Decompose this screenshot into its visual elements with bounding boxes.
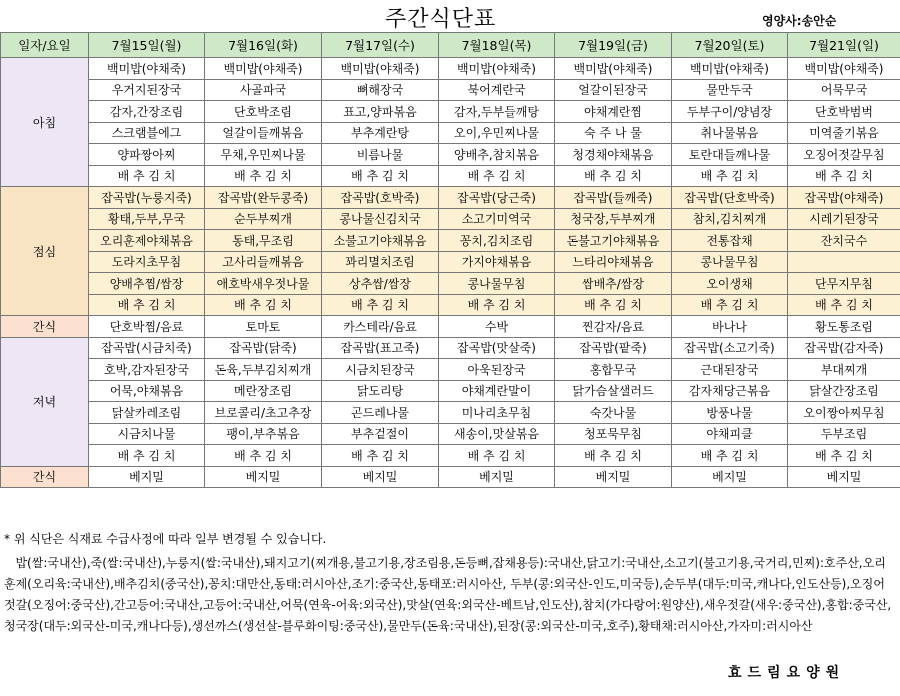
menu-cell: 애호박새우젓나물 (205, 273, 322, 295)
menu-cell: 토마토 (205, 316, 322, 338)
menu-cell: 야채계란찜 (555, 101, 672, 123)
dietitian-label: 영양사:송안순 (762, 14, 837, 28)
header-day-3: 7월17일(수) (322, 33, 439, 58)
menu-cell: 백미밥(야채죽) (89, 58, 205, 80)
menu-cell: 배 추 김 치 (555, 445, 672, 467)
menu-cell: 어묵,야채볶음 (89, 380, 205, 402)
menu-cell: 양배추찜/쌈장 (89, 273, 205, 295)
menu-cell: 시레기된장국 (788, 208, 900, 230)
menu-cell: 배 추 김 치 (205, 165, 322, 187)
menu-cell: 배 추 김 치 (555, 294, 672, 316)
menu-cell: 호박,감자된장국 (89, 359, 205, 381)
header-day-5: 7월19일(금) (555, 33, 672, 58)
menu-cell: 돈불고기야채볶음 (555, 230, 672, 252)
organization-name: 효드림요양원 (728, 665, 846, 681)
menu-cell: 전통잡채 (672, 230, 788, 252)
menu-cell: 오리훈제야채볶음 (89, 230, 205, 252)
menu-cell: 배 추 김 치 (439, 165, 555, 187)
menu-cell: 소고기미역국 (439, 208, 555, 230)
menu-cell: 얼갈이들깨볶음 (205, 122, 322, 144)
menu-cell: 바나나 (672, 316, 788, 338)
menu-cell: 배 추 김 치 (788, 445, 900, 467)
menu-cell: 백미밥(야채죽) (672, 58, 788, 80)
menu-cell: 순두부찌개 (205, 208, 322, 230)
menu-cell: 동태,무조림 (205, 230, 322, 252)
menu-cell: 도라지초무침 (89, 251, 205, 273)
menu-cell: 미역줄기볶음 (788, 122, 900, 144)
menu-cell: 닭살간장조림 (788, 380, 900, 402)
header-date-day: 일자/요일 (1, 33, 89, 58)
menu-cell: 배 추 김 치 (672, 165, 788, 187)
menu-cell: 배 추 김 치 (555, 165, 672, 187)
menu-cell: 청포묵무침 (555, 423, 672, 445)
menu-cell: 물만두국 (672, 79, 788, 101)
menu-cell: 베지밀 (439, 466, 555, 488)
menu-cell: 브로콜리/초고추장 (205, 402, 322, 424)
menu-cell: 북어계란국 (439, 79, 555, 101)
menu-cell: 야채계란말이 (439, 380, 555, 402)
menu-cell: 배 추 김 치 (439, 445, 555, 467)
menu-row (1, 316, 900, 338)
header-day-4: 7월18일(목) (439, 33, 555, 58)
menu-row (1, 79, 900, 101)
menu-cell: 꽁치,김치조림 (439, 230, 555, 252)
menu-cell: 새송이,맛살볶음 (439, 423, 555, 445)
notice-text: * 위 식단은 식재료 수급사정에 따라 일부 변경될 수 있습니다. (4, 532, 327, 546)
menu-cell: 표고,양파볶음 (322, 101, 439, 123)
menu-cell: 카스테라/음료 (322, 316, 439, 338)
menu-cell: 황태,두부,무국 (89, 208, 205, 230)
menu-cell: 시금치나물 (89, 423, 205, 445)
menu-cell: 얼갈이된장국 (555, 79, 672, 101)
header-day-6: 7월20일(토) (672, 33, 788, 58)
menu-cell: 잡곡밥(감자죽) (788, 337, 900, 359)
menu-cell: 곤드레나물 (322, 402, 439, 424)
menu-cell: 오이생채 (672, 273, 788, 295)
menu-cell: 잡곡밥(누룽지죽) (89, 187, 205, 209)
menu-cell: 감자,두부들깨탕 (439, 101, 555, 123)
menu-cell: 콩나물무침 (672, 251, 788, 273)
origin-text: 밥(쌀:국내산),죽(쌀:국내산),누룽지(쌀:국내산),돼지고기(찌개용,불고기용,장조림용,돈등뼈,잡채용등):국내산,닭고기:국내산,소고기(불고기용,국거리,민찌):호주산,오리훈제(오리육:국내산),배추김치(중국산),꽁치:대만산,동태:러시아산,조기:중국산,동태포:러시아산, 두부(콩:외국산-인도,미국등),순두부(대두:미국,캐나다,인도산등),오징어젓갈(오징어:중국산),간고등어:국내산,고등어:국내산,어묵(연육-어육:외국산),맛살(연육:외국산-베트남,인도산),참치(가다랑어:원양산),새우젓갈(새우:중국산),홍합:중국산,청국장(대두:외국산-미국,캐나다등),생선까스(생선살-블루화이팅:중국산),물만두(돈육:국내산),된장(콩:외국산-미국,호주),황태채:러시아산,가자미:러시아산 (4, 556, 892, 633)
menu-cell: 돈육,두부김치찌개 (205, 359, 322, 381)
menu-cell: 아욱된장국 (439, 359, 555, 381)
menu-cell: 청국장,두부찌개 (555, 208, 672, 230)
menu-cell: 베지밀 (555, 466, 672, 488)
menu-cell: 배 추 김 치 (672, 294, 788, 316)
menu-cell: 느타리야채볶음 (555, 251, 672, 273)
menu-cell: 꽈리멸치조림 (322, 251, 439, 273)
menu-cell: 오징어젓갈무침 (788, 144, 900, 166)
menu-cell: 잡곡밥(들깨죽) (555, 187, 672, 209)
menu-cell: 홍합무국 (555, 359, 672, 381)
menu-cell: 오이,우민찌나물 (439, 122, 555, 144)
menu-cell: 배 추 김 치 (205, 445, 322, 467)
menu-cell: 잡곡밥(시금치죽) (89, 337, 205, 359)
menu-cell: 배 추 김 치 (322, 165, 439, 187)
menu-cell: 미나리초무침 (439, 402, 555, 424)
menu-row (1, 273, 900, 295)
origin-info (4, 553, 896, 637)
header-row (1, 33, 900, 58)
menu-cell: 소불고기야채볶음 (322, 230, 439, 252)
meal-label: 간식 (1, 316, 89, 338)
menu-cell: 닭도리탕 (322, 380, 439, 402)
header-day-2: 7월16일(화) (205, 33, 322, 58)
page-title: 주간식단표 (385, 2, 496, 33)
menu-cell: 황도통조림 (788, 316, 900, 338)
weekly-menu-table (0, 32, 900, 488)
menu-cell: 배 추 김 치 (788, 165, 900, 187)
menu-cell: 숙갓나물 (555, 402, 672, 424)
menu-cell: 야채피클 (672, 423, 788, 445)
menu-cell: 양배추,참치볶음 (439, 144, 555, 166)
menu-cell: 닭가슴살샐러드 (555, 380, 672, 402)
menu-cell: 닭살카레조림 (89, 402, 205, 424)
meal-label: 간식 (1, 466, 89, 488)
menu-cell: 사골파국 (205, 79, 322, 101)
menu-cell (788, 251, 900, 273)
menu-cell: 팽이,부추볶음 (205, 423, 322, 445)
menu-cell: 콩나물무침 (439, 273, 555, 295)
menu-cell: 잡곡밥(소고기죽) (672, 337, 788, 359)
menu-cell: 찐감자/음료 (555, 316, 672, 338)
menu-cell: 두부조림 (788, 423, 900, 445)
menu-row (1, 445, 900, 467)
menu-cell: 베지밀 (322, 466, 439, 488)
menu-cell: 시금치된장국 (322, 359, 439, 381)
menu-cell: 콩나물신김치국 (322, 208, 439, 230)
menu-cell: 배 추 김 치 (439, 294, 555, 316)
menu-cell: 베지밀 (788, 466, 900, 488)
menu-cell: 우거지된장국 (89, 79, 205, 101)
menu-cell: 배 추 김 치 (322, 294, 439, 316)
meal-label: 점심 (1, 187, 89, 316)
menu-cell: 두부구이/양념장 (672, 101, 788, 123)
menu-row (1, 337, 900, 359)
menu-cell: 감자,간장조림 (89, 101, 205, 123)
menu-cell: 배 추 김 치 (89, 165, 205, 187)
menu-cell: 단호박찜/음료 (89, 316, 205, 338)
menu-cell: 수박 (439, 316, 555, 338)
menu-cell: 토란대들깨나물 (672, 144, 788, 166)
menu-cell: 잡곡밥(호박죽) (322, 187, 439, 209)
menu-row (1, 187, 900, 209)
menu-cell: 배 추 김 치 (89, 445, 205, 467)
menu-cell: 백미밥(야채죽) (555, 58, 672, 80)
menu-row (1, 380, 900, 402)
menu-cell: 잡곡밥(완두콩죽) (205, 187, 322, 209)
menu-row (1, 230, 900, 252)
menu-row (1, 122, 900, 144)
menu-row (1, 144, 900, 166)
menu-cell: 베지밀 (89, 466, 205, 488)
menu-cell: 고사리들깨볶음 (205, 251, 322, 273)
menu-cell: 배 추 김 치 (672, 445, 788, 467)
menu-cell: 단무지무침 (788, 273, 900, 295)
menu-cell: 배 추 김 치 (89, 294, 205, 316)
menu-cell: 잡곡밥(팥죽) (555, 337, 672, 359)
menu-cell: 스크램블에그 (89, 122, 205, 144)
menu-cell: 베지밀 (672, 466, 788, 488)
menu-cell: 단호박조림 (205, 101, 322, 123)
menu-cell: 잡곡밥(맛살죽) (439, 337, 555, 359)
menu-cell: 뼈해장국 (322, 79, 439, 101)
menu-row (1, 423, 900, 445)
menu-cell: 숙 주 나 물 (555, 122, 672, 144)
menu-row (1, 58, 900, 80)
menu-cell: 백미밥(야채죽) (439, 58, 555, 80)
menu-cell: 참치,김치찌개 (672, 208, 788, 230)
menu-cell: 감자채당근볶음 (672, 380, 788, 402)
menu-cell: 잡곡밥(단호박죽) (672, 187, 788, 209)
menu-cell: 어묵무국 (788, 79, 900, 101)
menu-cell: 배 추 김 치 (788, 294, 900, 316)
menu-cell: 배 추 김 치 (205, 294, 322, 316)
meal-label: 저녁 (1, 337, 89, 466)
menu-cell: 방풍나물 (672, 402, 788, 424)
menu-row (1, 165, 900, 187)
menu-cell: 비름나물 (322, 144, 439, 166)
menu-cell: 배 추 김 치 (322, 445, 439, 467)
menu-cell: 잡곡밥(당근죽) (439, 187, 555, 209)
header-day-7: 7월21일(일) (788, 33, 900, 58)
menu-row (1, 359, 900, 381)
menu-cell: 부대찌개 (788, 359, 900, 381)
menu-cell: 잡곡밥(닭죽) (205, 337, 322, 359)
meal-label: 아침 (1, 58, 89, 187)
menu-cell: 잡곡밥(표고죽) (322, 337, 439, 359)
menu-cell: 가지야채볶음 (439, 251, 555, 273)
menu-cell: 베지밀 (205, 466, 322, 488)
menu-cell: 잔치국수 (788, 230, 900, 252)
menu-row (1, 294, 900, 316)
menu-cell: 무채,우민찌나물 (205, 144, 322, 166)
menu-cell: 부추겉절이 (322, 423, 439, 445)
menu-cell: 백미밥(야채죽) (205, 58, 322, 80)
title-bar (0, 0, 900, 32)
menu-row (1, 402, 900, 424)
menu-cell: 근대된장국 (672, 359, 788, 381)
menu-row (1, 101, 900, 123)
menu-row (1, 208, 900, 230)
menu-row (1, 466, 900, 488)
menu-cell: 상추쌈/쌈장 (322, 273, 439, 295)
menu-cell: 백미밥(야채죽) (322, 58, 439, 80)
menu-cell: 오이짱아찌무침 (788, 402, 900, 424)
menu-row (1, 251, 900, 273)
menu-cell: 잡곡밥(야채죽) (788, 187, 900, 209)
menu-cell: 청경채야채볶음 (555, 144, 672, 166)
menu-cell: 양파짱아찌 (89, 144, 205, 166)
menu-cell: 부추계란탕 (322, 122, 439, 144)
menu-cell: 메란장조림 (205, 380, 322, 402)
header-day-1: 7월15일(월) (89, 33, 205, 58)
menu-cell: 단호박범벅 (788, 101, 900, 123)
menu-cell: 취나물볶음 (672, 122, 788, 144)
menu-cell: 쌈배추/쌈장 (555, 273, 672, 295)
menu-cell: 백미밥(야채죽) (788, 58, 900, 80)
